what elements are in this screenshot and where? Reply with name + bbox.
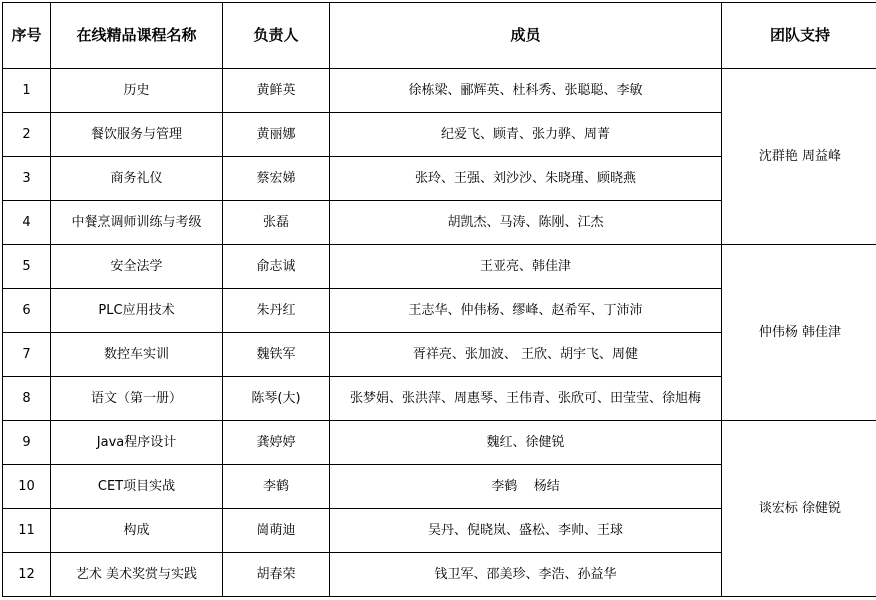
cell-course: 语文（第一册） bbox=[51, 377, 223, 421]
cell-index: 2 bbox=[3, 113, 51, 157]
cell-members: 胡凯杰、马涛、陈刚、江杰 bbox=[330, 201, 722, 245]
header-row bbox=[3, 3, 876, 69]
cell-support-group: 谈宏标 徐健锐 bbox=[722, 421, 876, 597]
header-index: 序号 bbox=[3, 3, 51, 69]
cell-index: 8 bbox=[3, 377, 51, 421]
table-row bbox=[3, 421, 876, 465]
cell-index: 1 bbox=[3, 69, 51, 113]
cell-members: 魏红、徐健锐 bbox=[330, 421, 722, 465]
cell-index: 10 bbox=[3, 465, 51, 509]
cell-lead: 蔡宏娣 bbox=[223, 157, 330, 201]
table-row bbox=[3, 69, 876, 113]
cell-lead: 崗萌迪 bbox=[223, 509, 330, 553]
cell-index: 5 bbox=[3, 245, 51, 289]
cell-members: 张玲、王强、刘沙沙、朱晓瑾、顾晓燕 bbox=[330, 157, 722, 201]
cell-members: 李鹤 杨结 bbox=[330, 465, 722, 509]
cell-index: 4 bbox=[3, 201, 51, 245]
cell-lead: 黄丽娜 bbox=[223, 113, 330, 157]
cell-members: 王亚亮、韩佳津 bbox=[330, 245, 722, 289]
cell-course: CET项目实战 bbox=[51, 465, 223, 509]
cell-course: Java程序设计 bbox=[51, 421, 223, 465]
cell-index: 6 bbox=[3, 289, 51, 333]
header-lead: 负责人 bbox=[223, 3, 330, 69]
cell-lead: 陈琴(大) bbox=[223, 377, 330, 421]
cell-lead: 龚婷婷 bbox=[223, 421, 330, 465]
cell-lead: 魏铁军 bbox=[223, 333, 330, 377]
cell-members: 胥祥亮、张加波、 王欣、胡宇飞、周健 bbox=[330, 333, 722, 377]
cell-index: 7 bbox=[3, 333, 51, 377]
cell-members: 王志华、仲伟杨、缪峰、赵希军、丁沛沛 bbox=[330, 289, 722, 333]
cell-course: 艺术 美术奖赏与实践 bbox=[51, 553, 223, 597]
cell-course: 数控车实训 bbox=[51, 333, 223, 377]
table-row bbox=[3, 245, 876, 289]
cell-lead: 俞志诚 bbox=[223, 245, 330, 289]
cell-index: 3 bbox=[3, 157, 51, 201]
cell-members: 张梦娟、张洪萍、周惠琴、王伟青、张欣可、田莹莹、徐旭梅 bbox=[330, 377, 722, 421]
cell-support-group: 仲伟杨 韩佳津 bbox=[722, 245, 876, 421]
cell-index: 9 bbox=[3, 421, 51, 465]
cell-course: 中餐烹调师训练与考级 bbox=[51, 201, 223, 245]
cell-support-group: 沈群艳 周益峰 bbox=[722, 69, 876, 245]
cell-lead: 张磊 bbox=[223, 201, 330, 245]
cell-lead: 黄鲜英 bbox=[223, 69, 330, 113]
cell-members: 钱卫军、邵美珍、李浩、孙益华 bbox=[330, 553, 722, 597]
header-course: 在线精品课程名称 bbox=[51, 3, 223, 69]
cell-course: 安全法学 bbox=[51, 245, 223, 289]
cell-lead: 朱丹红 bbox=[223, 289, 330, 333]
cell-members: 吴丹、倪晓岚、盛松、李帅、王球 bbox=[330, 509, 722, 553]
cell-index: 12 bbox=[3, 553, 51, 597]
header-members: 成员 bbox=[330, 3, 722, 69]
cell-course: PLC应用技术 bbox=[51, 289, 223, 333]
cell-course: 历史 bbox=[51, 69, 223, 113]
course-team-table bbox=[2, 2, 876, 597]
header-support: 团队支持 bbox=[722, 3, 876, 69]
cell-members: 徐栋梁、郦辉英、杜科秀、张聪聪、李敏 bbox=[330, 69, 722, 113]
cell-lead: 李鹤 bbox=[223, 465, 330, 509]
cell-members: 纪爱飞、顾青、张力骅、周菁 bbox=[330, 113, 722, 157]
cell-course: 构成 bbox=[51, 509, 223, 553]
cell-course: 餐饮服务与管理 bbox=[51, 113, 223, 157]
cell-index: 11 bbox=[3, 509, 51, 553]
cell-course: 商务礼仪 bbox=[51, 157, 223, 201]
cell-lead: 胡春荣 bbox=[223, 553, 330, 597]
